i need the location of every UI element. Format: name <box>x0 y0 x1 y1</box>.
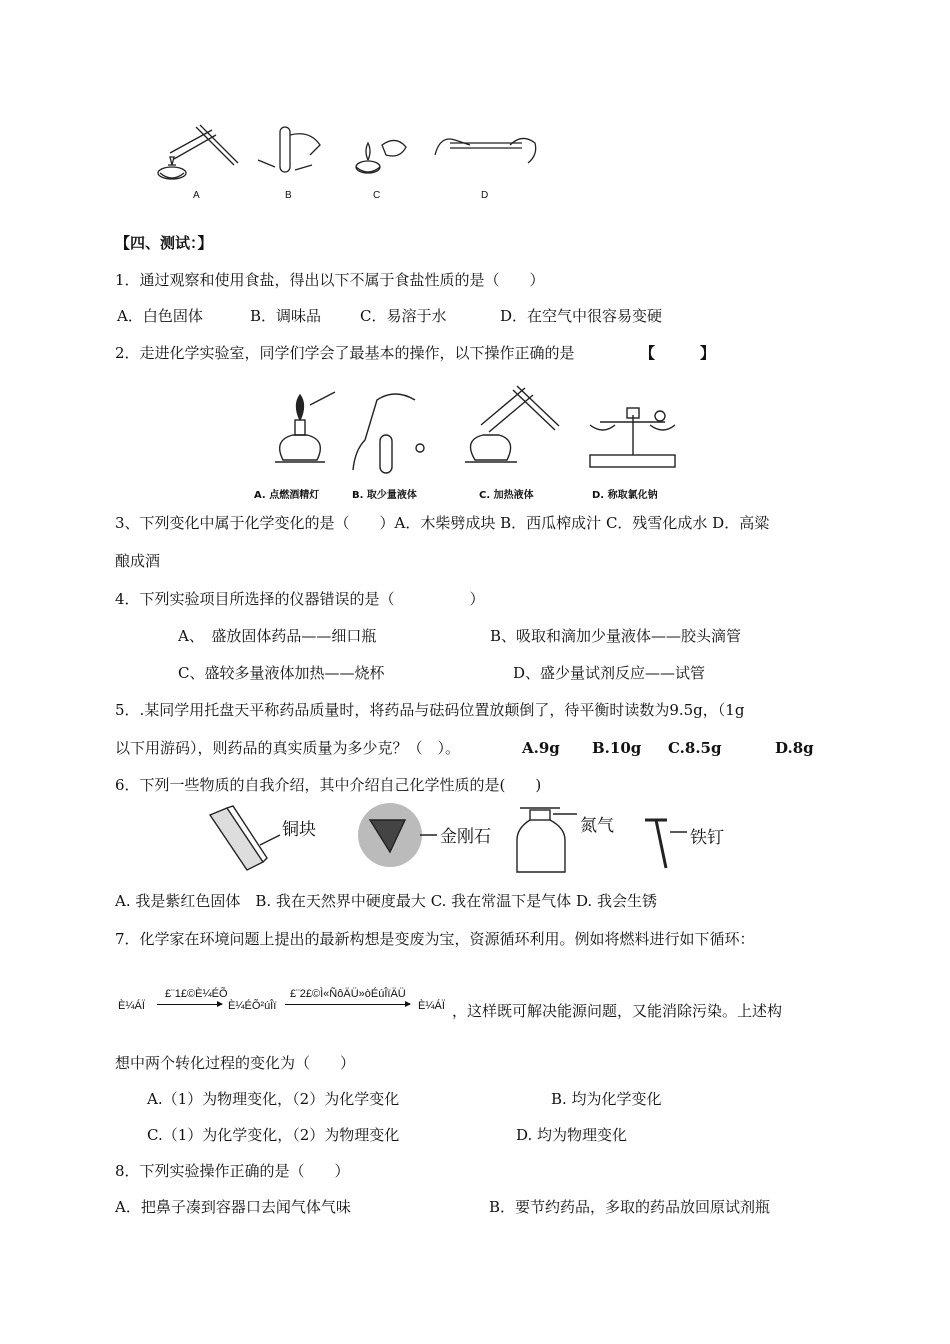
q3-line2: 酿成酒 <box>115 552 161 570</box>
q2-stem: 2．走进化学实验室，同学们学会了最基本的操作，以下操作正确的是 <box>115 344 575 362</box>
q7-option-c: C.（1）为化学变化，（2）为物理变化 <box>147 1126 400 1144</box>
q5-option-b: B.10g <box>592 739 642 757</box>
q6-options: A. 我是紫红色固体 B. 我在天然界中硬度最大 C. 我在常温下是气体 D. 我会生锈 <box>115 892 657 910</box>
q2-caption-a: A. 点燃酒精灯 <box>254 490 320 501</box>
top-figure-label-c: C <box>373 190 381 201</box>
q6-stem: 6．下列一些物质的自我介绍，其中介绍自己化学性质的是( ) <box>115 776 542 794</box>
q5-option-a: A.9g <box>522 739 560 757</box>
q4-option-d: D、盛少量试剂反应——试管 <box>513 664 706 682</box>
q7-diagram-step-1: £¨1£©È¼ÉÕ <box>165 988 228 1000</box>
q1-option-a: A．白色固体 <box>117 307 203 325</box>
q7-diagram-fuel-2: È¼ÁÏ <box>418 1000 445 1012</box>
q2-caption-d: D. 称取氯化钠 <box>592 490 658 501</box>
q7-option-d: D. 均为物理变化 <box>516 1126 628 1144</box>
q7-diagram-fuel-1: È¼ÁÏ <box>118 1000 145 1012</box>
q7-tail: ，这样既可解决能源问题，又能消除污染。上述构 <box>452 1002 783 1020</box>
q7-line2: 想中两个转化过程的变化为（ ） <box>115 1054 356 1072</box>
q4-option-b: B、吸取和滴加少量液体——胶头滴管 <box>490 627 742 645</box>
q2-caption-b: B. 取少量液体 <box>352 490 417 501</box>
q7-stem: 7．化学家在环境问题上提出的最新构想是变废为宝，资源循环利用。例如将燃料进行如下循环： <box>115 930 755 948</box>
q8-option-b: B．要节约药品，多取的药品放回原试剂瓶 <box>489 1198 771 1216</box>
q7-diagram-product: È¼ÉÕ²úÎï <box>228 1000 277 1012</box>
q6-item-nail: 铁钉 <box>690 828 724 848</box>
q7-diagram-step-2: £¨2£©Ì«ÑôÄÜ»òÉúÎïÄÜ <box>290 988 406 1000</box>
q7-arrow-2 <box>285 1004 410 1005</box>
q7-option-b: B. 均为化学变化 <box>551 1090 662 1108</box>
q4-option-c: C、盛较多量液体加热——烧杯 <box>178 664 385 682</box>
q5-line2: 以下用游码），则药品的真实质量为多少克？（ ）。 <box>115 739 461 757</box>
q1-option-d: D．在空气中很容易变硬 <box>500 307 663 325</box>
q1-option-b: B．调味品 <box>250 307 322 325</box>
q5-line1: 5．.某同学用托盘天平称药品质量时，将药品与砝码位置放颠倒了，待平衡时读数为9.5g，（1g <box>115 701 745 719</box>
q1-option-c: C．易溶于水 <box>360 307 447 325</box>
top-figure-label-b: B <box>285 190 292 201</box>
q6-item-copper: 铜块 <box>282 820 316 840</box>
q3-line1: 3、下列变化中属于化学变化的是（ ）A．木柴劈成块 B．西瓜榨成汁 C．残雪化成水 D．高粱 <box>115 514 770 532</box>
q2-operations-figure <box>265 380 685 480</box>
q6-item-nitrogen: 氮气 <box>580 816 614 836</box>
top-apparatus-figure <box>150 115 550 210</box>
q8-stem: 8．下列实验操作正确的是（ ） <box>115 1162 350 1180</box>
top-figure-label-d: D <box>481 190 489 201</box>
q4-stem: 4．下列实验项目所选择的仪器错误的是（ ） <box>115 590 485 608</box>
section-title: 【四、测试：】 <box>115 234 213 252</box>
q8-option-a: A．把鼻子凑到容器口去闻气体气味 <box>115 1198 351 1216</box>
q5-option-d: D.8g <box>775 739 814 757</box>
q4-option-a: A、 盛放固体药品——细口瓶 <box>178 627 377 645</box>
q5-option-c: C.8.5g <box>668 739 722 757</box>
q6-item-diamond: 金刚石 <box>440 827 491 847</box>
q1-stem: 1．通过观察和使用食盐，得出以下不属于食盐性质的是（ ） <box>115 271 545 289</box>
q7-option-a: A.（1）为物理变化，（2）为化学变化 <box>147 1090 400 1108</box>
q7-arrow-1 <box>157 1004 222 1005</box>
q2-caption-c: C. 加热液体 <box>479 490 534 501</box>
q2-answer-bracket: 【 】 <box>640 344 716 362</box>
top-figure-label-a: A <box>193 190 200 201</box>
